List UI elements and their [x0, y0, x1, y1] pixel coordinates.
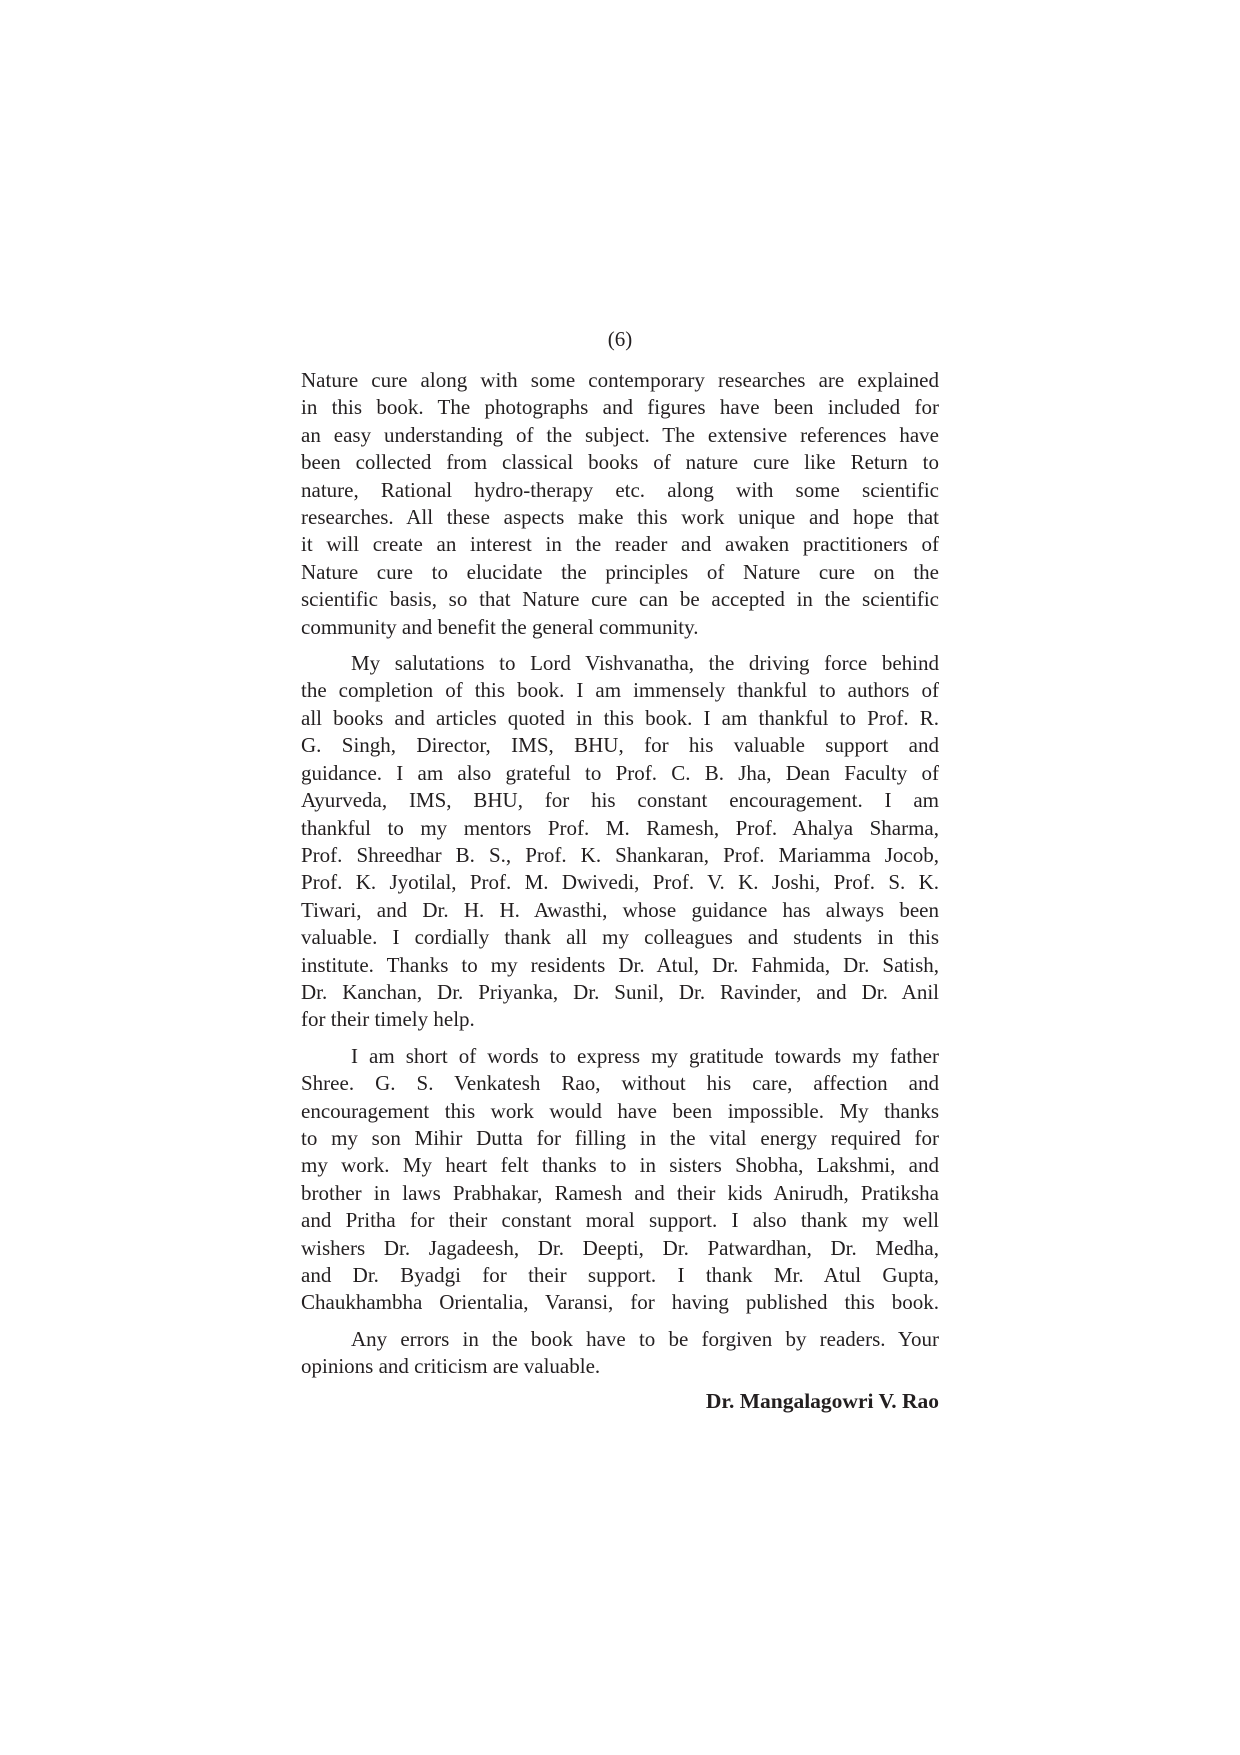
text-line: Dr. Kanchan, Dr. Priyanka, Dr. Sunil, Dr. Ravinder, and Dr. Anil: [301, 979, 939, 1004]
author-signature: Dr. Mangalagowri V. Rao: [705, 1389, 939, 1413]
text-line: in this book. The photographs and figures have been included for: [301, 395, 939, 420]
text-line: My salutations to Lord Vishvanatha, the driving force behind: [351, 651, 939, 676]
text-line: guidance. I am also grateful to Prof. C. B. Jha, Dean Faculty of: [301, 760, 939, 785]
text-line: the completion of this book. I am immensely thankful to authors of: [301, 678, 939, 703]
text-line: valuable. I cordially thank all my colleagues and students in this: [301, 925, 939, 950]
text-line: all books and articles quoted in this book. I am thankful to Prof. R.: [301, 705, 939, 730]
page-number: (6): [607, 327, 633, 351]
text-line: an easy understanding of the subject. The extensive references have: [301, 422, 939, 447]
text-line: I am short of words to express my gratitude towards my father: [351, 1043, 939, 1068]
text-line: Nature cure to elucidate the principles of Nature cure on the: [301, 559, 939, 584]
text-line: Shree. G. S. Venkatesh Rao, without his care, affection and: [301, 1071, 939, 1096]
text-line: to my son Mihir Dutta for filling in the vital energy required for: [301, 1125, 939, 1150]
text-line: Prof. Shreedhar B. S., Prof. K. Shankaran, Prof. Mariamma Jocob,: [301, 842, 939, 867]
text-line: it will create an interest in the reader and awaken practitioners of: [301, 532, 939, 557]
text-line: Chaukhambha Orientalia, Varansi, for having published this book.: [301, 1290, 939, 1315]
text-line: G. Singh, Director, IMS, BHU, for his valuable support and: [301, 733, 939, 758]
paragraph-2: [301, 650, 939, 1034]
text-line: encouragement this work would have been impossible. My thanks: [301, 1098, 939, 1123]
text-line: Ayurveda, IMS, BHU, for his constant encouragement. I am: [301, 788, 939, 813]
text-line: Tiwari, and Dr. H. H. Awasthi, whose guidance has always been: [301, 897, 939, 922]
text-line: Nature cure along with some contemporary researches are explained: [301, 368, 939, 392]
text-line: for their timely help.: [301, 1007, 475, 1032]
paragraph-1: [301, 367, 939, 641]
text-line: my work. My heart felt thanks to in sisters Shobha, Lakshmi, and: [301, 1153, 939, 1178]
text-line: nature, Rational hydro-therapy etc. along with some scientific: [301, 477, 939, 502]
text-line: thankful to my mentors Prof. M. Ramesh, Prof. Ahalya Sharma,: [301, 815, 939, 840]
text-line: Any errors in the book have to be forgiven by readers. Your: [351, 1326, 939, 1351]
paragraph-4: [301, 1326, 939, 1381]
text-line: Prof. K. Jyotilal, Prof. M. Dwivedi, Prof. V. K. Joshi, Prof. S. K.: [301, 870, 939, 895]
text-line: institute. Thanks to my residents Dr. Atul, Dr. Fahmida, Dr. Satish,: [301, 952, 939, 977]
text-line: researches. All these aspects make this work unique and hope that: [301, 505, 939, 530]
text-line: and Dr. Byadgi for their support. I thank Mr. Atul Gupta,: [301, 1263, 939, 1287]
text-line: been collected from classical books of nature cure like Return to: [301, 450, 939, 475]
text-line: scientific basis, so that Nature cure can be accepted in the scientific: [301, 587, 939, 612]
text-line: brother in laws Prabhakar, Ramesh and their kids Anirudh, Pratiksha: [301, 1180, 939, 1205]
body-text: [301, 367, 939, 1390]
text-line: opinions and criticism are valuable.: [301, 1354, 601, 1379]
paragraph-3: [301, 1043, 939, 1317]
text-line: and Pritha for their constant moral support. I also thank my well: [301, 1208, 939, 1233]
text-line: community and benefit the general community.: [301, 614, 699, 639]
text-line: wishers Dr. Jagadeesh, Dr. Deepti, Dr. Patwardhan, Dr. Medha,: [301, 1235, 939, 1260]
